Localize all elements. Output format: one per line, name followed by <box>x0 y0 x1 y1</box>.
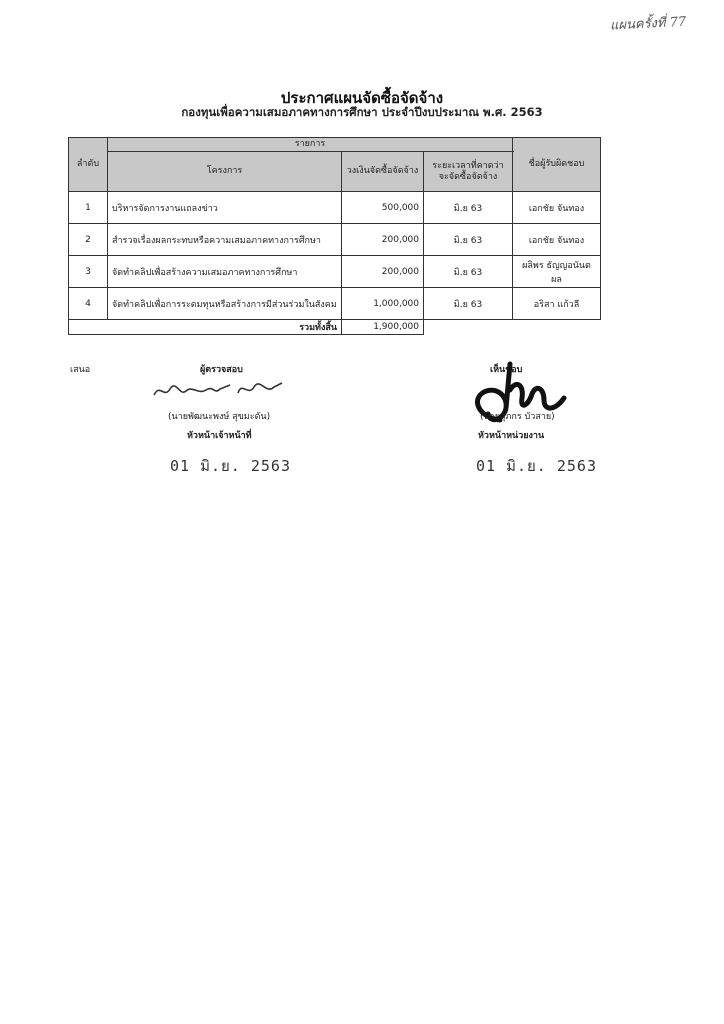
procurement-plan-table <box>68 137 601 335</box>
row-responsible: เอกชัย จันทอง <box>513 224 601 256</box>
approver-name: (นายสุภกร บัวสาย) <box>480 412 555 422</box>
col-no-header: ลำดับ <box>69 138 108 192</box>
row-no: 4 <box>69 288 108 320</box>
row-amount: 1,000,000 <box>342 288 424 320</box>
col-amount-header: วงเงินจัดซื้อจัดจ้าง <box>342 152 424 192</box>
col-responsible-header: ชื่อผู้รับผิดชอบ <box>513 138 601 192</box>
checker-position: หัวหน้าเจ้าหน้าที่ <box>187 431 252 441</box>
col-group-header: รายการ <box>108 138 513 152</box>
row-project: จัดทำคลิปเพื่อสร้างความเสมอภาคทางการศึกษา <box>108 256 342 288</box>
row-amount: 200,000 <box>342 256 424 288</box>
row-responsible: อริสา แก้วลี <box>513 288 601 320</box>
total-amount: 1,900,000 <box>342 320 424 335</box>
row-project: บริหารจัดการงานแถลงข่าว <box>108 192 342 224</box>
row-project: จัดทำคลิปเพื่อการระดมทุนหรือสร้างการมีส่วนร่วมในสังคม <box>108 288 342 320</box>
row-project: สำรวจเรื่องผลกระทบหรือความเสมอภาคทางการศึกษา <box>108 224 342 256</box>
col-period-header: ระยะเวลาที่คาดว่าจะจัดซื้อจัดจ้าง <box>424 152 513 192</box>
date-stamp-right: 01 มิ.ย. 2563 <box>476 457 597 475</box>
propose-label: เสนอ <box>70 365 91 375</box>
table-row <box>69 256 601 288</box>
row-period: มิ.ย 63 <box>424 288 513 320</box>
table-row <box>69 224 601 256</box>
row-amount: 500,000 <box>342 192 424 224</box>
row-period: มิ.ย 63 <box>424 256 513 288</box>
total-row <box>69 320 601 335</box>
handwritten-note: แผนครั้งที่ 77 <box>609 14 687 34</box>
checker-name: (นายพัฒนะพงษ์ สุขมะดัน) <box>168 412 271 422</box>
row-no: 2 <box>69 224 108 256</box>
row-responsible: ผลิพร ธัญญอนันตผล <box>513 256 601 288</box>
table-row <box>69 288 601 320</box>
row-no: 1 <box>69 192 108 224</box>
approver-position: หัวหน้าหน่วยงาน <box>478 431 545 441</box>
row-amount: 200,000 <box>342 224 424 256</box>
checker-signature <box>150 375 290 405</box>
document-subtitle: กองทุนเพื่อความเสมอภาคทางการศึกษา ประจำปีงบประมาณ พ.ศ. 2563 <box>181 105 543 119</box>
document-title: ประกาศแผนจัดซื้อจัดจ้าง <box>280 89 444 107</box>
row-period: มิ.ย 63 <box>424 224 513 256</box>
checker-label: ผู้ตรวจสอบ <box>200 365 243 375</box>
table-row <box>69 192 601 224</box>
row-responsible: เอกชัย จันทอง <box>513 192 601 224</box>
total-label: รวมทั้งสิ้น <box>69 320 342 335</box>
col-project-header: โครงการ <box>108 152 342 192</box>
row-no: 3 <box>69 256 108 288</box>
date-stamp-left: 01 มิ.ย. 2563 <box>170 457 291 475</box>
approve-label: เห็นชอบ <box>490 365 523 375</box>
row-period: มิ.ย 63 <box>424 192 513 224</box>
